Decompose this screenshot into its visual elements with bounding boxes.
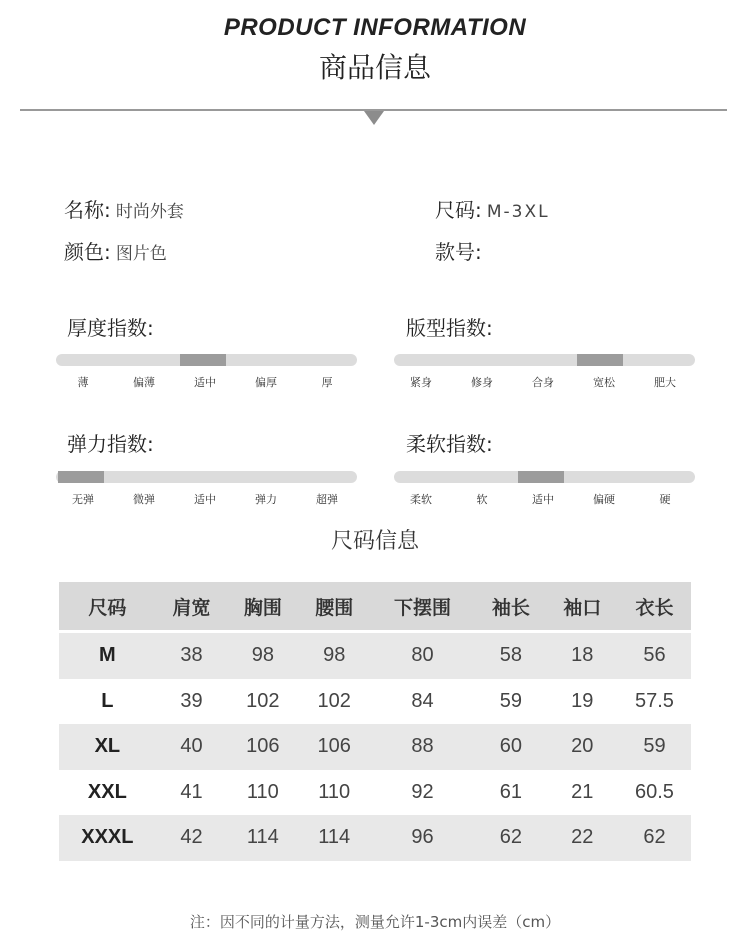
measurement-cell: 60.5: [634, 780, 674, 803]
measurement-cell: 98: [227, 633, 298, 679]
column-header: 肩宽: [156, 582, 227, 633]
index-level-label: 薄: [77, 376, 89, 389]
measurement-cell: 110: [246, 780, 279, 803]
index-level-label: 柔软: [410, 493, 432, 506]
measurement-cell: 106: [227, 724, 298, 770]
measurement-cell: 59: [618, 724, 691, 770]
measurement-cell: 56: [618, 633, 691, 679]
index-level-label: 偏硬: [593, 493, 615, 506]
index-level-label: 厚: [321, 376, 333, 389]
size-section-title: 尺码信息: [330, 529, 419, 554]
info-color-value: 图片色: [115, 244, 167, 264]
measurement-note: 注：因不同的计量方法，测量允许1-3cm内误差（cm）: [189, 913, 561, 931]
title-chinese: 商品信息: [318, 51, 431, 84]
size-table-header: [59, 582, 691, 633]
measurement-cell: 98: [299, 633, 370, 679]
index-level-label: 修身: [471, 376, 493, 389]
info-name-value: 时尚外套: [115, 202, 184, 222]
measurement-cell: 40: [156, 724, 227, 770]
measurement-cell: 114: [299, 815, 370, 861]
title-english: PRODUCT INFORMATION: [223, 14, 527, 41]
size-cell: XXXL: [59, 815, 156, 861]
measurement-cell: 42: [156, 815, 227, 861]
index-level-label: 超弹: [316, 493, 338, 506]
size-cell: XXL: [87, 780, 127, 803]
index-level-label: 偏薄: [133, 376, 155, 389]
measurement-cell: 20: [547, 724, 618, 770]
info-name: [64, 194, 184, 223]
index-level-label: 无弹: [72, 493, 94, 506]
info-name-key: 名称:: [64, 198, 111, 222]
index-level-label: 适中: [194, 376, 216, 389]
index-track: [394, 354, 695, 366]
table-row: [59, 815, 691, 861]
measurement-cell: 39: [180, 689, 203, 712]
index-level-label: 适中: [532, 493, 554, 506]
column-header: 袖口: [547, 582, 618, 633]
measurement-cell: 58: [475, 633, 546, 679]
index-level-label: 偏厚: [255, 376, 277, 389]
index-level-label: 软: [476, 493, 488, 506]
column-header: 袖长: [475, 582, 546, 633]
index-track: [394, 471, 695, 483]
measurement-cell: 80: [370, 633, 475, 679]
index-title: 版型指数:: [406, 316, 493, 340]
index-level-label: 适中: [194, 493, 216, 506]
measurement-cell: 59: [499, 689, 522, 712]
column-header: 胸围: [227, 582, 298, 633]
column-header: 腰围: [299, 582, 370, 633]
index-level-label: 宽松: [593, 376, 615, 389]
column-header: 下摆围: [370, 582, 475, 633]
index-title: 厚度指数:: [67, 316, 154, 340]
size-cell: M: [59, 633, 156, 679]
table-row: [59, 633, 691, 679]
measurement-cell: 102: [246, 689, 280, 712]
index-level-label: 微弹: [133, 493, 155, 506]
index-level-marker: [518, 471, 564, 483]
info-color: [64, 236, 167, 265]
measurement-cell: 60: [475, 724, 546, 770]
measurement-cell: 106: [299, 724, 370, 770]
measurement-cell: 102: [317, 689, 351, 712]
measurement-cell: 110: [318, 780, 351, 803]
measurement-cell: 18: [547, 633, 618, 679]
info-size-key: 尺码:: [435, 198, 482, 222]
index-level-label: 合身: [532, 376, 554, 389]
index-level-label: 硬: [659, 493, 671, 506]
index-level-marker: [180, 354, 226, 366]
column-header: 尺码: [59, 582, 156, 633]
info-style-key: 款号:: [435, 240, 482, 264]
measurement-cell: 57.5: [634, 689, 674, 712]
index-level-label: 弹力: [255, 493, 277, 506]
info-color-key: 颜色:: [64, 240, 111, 264]
measurement-cell: 41: [180, 780, 203, 803]
column-header: 衣长: [618, 582, 691, 633]
measurement-cell: 19: [571, 689, 594, 712]
down-arrow-icon: [364, 111, 384, 125]
index-track: [56, 354, 357, 366]
index-level-label: 紧身: [410, 376, 432, 389]
size-cell: XL: [59, 724, 156, 770]
table-row: [59, 679, 691, 725]
index-level-marker: [577, 354, 623, 366]
measurement-cell: 84: [411, 689, 434, 712]
measurement-cell: 21: [571, 780, 594, 803]
info-size: [435, 194, 550, 223]
index-level-marker: [58, 471, 104, 483]
index-title: 柔软指数:: [406, 432, 493, 456]
measurement-cell: 22: [547, 815, 618, 861]
table-row: [59, 770, 691, 816]
index-level-label: 肥大: [654, 376, 676, 389]
info-style-number: [435, 236, 482, 265]
size-table: [59, 582, 691, 861]
measurement-cell: 62: [475, 815, 546, 861]
size-cell: L: [101, 689, 114, 712]
measurement-cell: 88: [370, 724, 475, 770]
measurement-cell: 61: [499, 780, 522, 803]
measurement-cell: 62: [618, 815, 691, 861]
measurement-cell: 96: [370, 815, 475, 861]
measurement-cell: 38: [156, 633, 227, 679]
info-size-value: M-3XL: [486, 202, 550, 222]
table-row: [59, 724, 691, 770]
measurement-cell: 114: [227, 815, 298, 861]
measurement-cell: 92: [411, 780, 434, 803]
index-track: [56, 471, 357, 483]
index-title: 弹力指数:: [67, 432, 154, 456]
